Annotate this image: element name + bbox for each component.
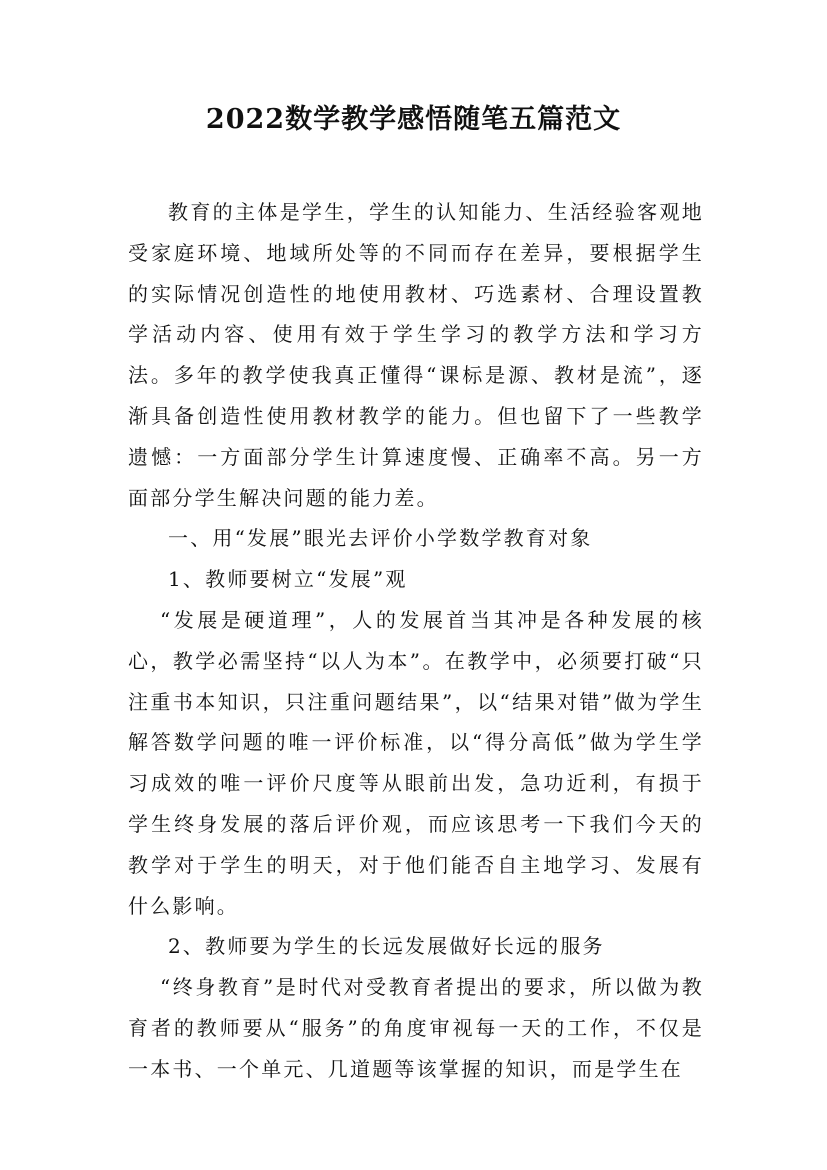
paragraph-development: “发展是硬道理”，人的发展首当其冲是各种发展的核心，教学必需坚持“以人为本”。在教学中，必须要打破“只注重书本知识，只注重问题结果”，以“结果对错”做为学生解答数学问题的唯一评价标准，以“得分高低”做为学生学习成效的唯一评价尺度等从眼前出发，急功近利，有损于学生终身发展的落后评价观，而应该思考一下我们今天的教学对于学生的明天，对于他们能否自主地学习、发展有什么影响。 — [128, 607, 704, 918]
subsection-heading-2: 2、教师要为学生的长远发展做好长远的服务 — [168, 934, 605, 959]
section-heading-1: 一、用“发展”眼光去评价小学数学教育对象 — [168, 526, 593, 551]
paragraph-lifelong-education: “终身教育”是时代对受教育者提出的要求，所以做为教育者的教师要从“服务”的角度审视每一天的工作，不仅是一本书、一个单元、几道题等该掌握的知识，而是学生在 — [128, 975, 704, 1081]
document-title: 2022数学教学感悟随笔五篇范文 — [205, 104, 622, 135]
subsection-heading-1: 1、教师要树立“发展”观 — [168, 567, 408, 592]
document-body — [128, 192, 704, 1090]
paragraph-intro: 教育的主体是学生，学生的认知能力、生活经验客观地受家庭环境、地域所处等的不同而存在差异，要根据学生的实际情况创造性的地使用教材、巧选素材、合理设置教学活动内容、使用有效于学生学习的教学方法和学习方法。多年的教学使我真正懂得“课标是源、教材是流”，逐渐具备创造性使用教材教学的能力。但也留下了一些教学遗憾：一方面部分学生计算速度慢、正确率不高。另一方面部分学生解决问题的能力差。 — [128, 200, 704, 510]
